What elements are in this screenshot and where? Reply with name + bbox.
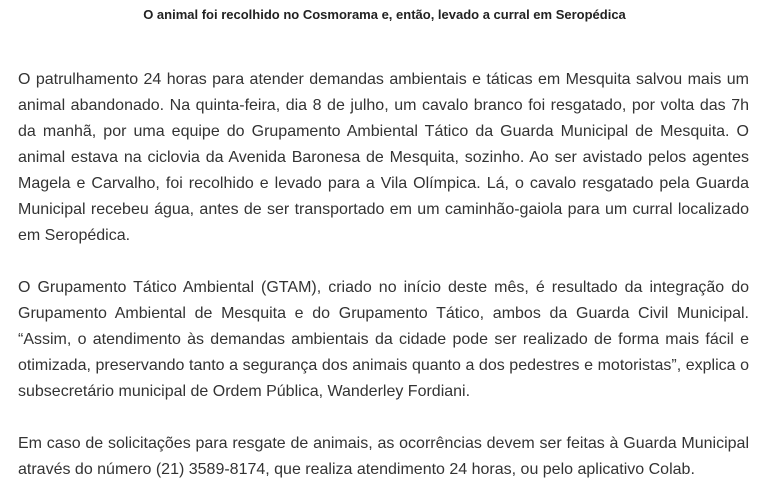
article-paragraph-3 bbox=[18, 431, 749, 483]
paragraph-3-text: Em caso de solicitações para resgate de animais, as ocorrências devem ser feitas à Guarda Municipal através do número (21) 3589-8174, que realiza atendimento 24 horas, ou pelo aplicativo bbox=[18, 435, 749, 478]
colab-app-link[interactable]: Colab bbox=[648, 461, 691, 478]
paragraph-3-end: . bbox=[690, 461, 695, 478]
article-paragraph-2: O Grupamento Tático Ambiental (GTAM), criado no início deste mês, é resultado da integração do Grupamento Ambiental de Mesquita e do Grupamento Tático, ambos da Guarda Civil Municipal. “Assim, o atendimento às demandas ambientais da cidade pode ser realizado de forma mais fácil e otimizada, preservando tanto a segurança dos animais quanto a dos pedestres e motoristas”, explica o subsecretário municipal de Ordem Pública, Wanderley Fordiani. bbox=[18, 279, 749, 400]
image-caption: O animal foi recolhido no Cosmorama e, então, levado a curral em Seropédica bbox=[143, 7, 626, 22]
article-paragraph-1: O patrulhamento 24 horas para atender demandas ambientais e táticas em Mesquita salvou mais um animal abandonado. Na quinta-feira, dia 8 de julho, um cavalo branco foi resgatado, por volta das 7h da manhã, por uma equipe do Grupamento Ambiental Tático da Guarda Municipal de Mesquita. O animal estava na ciclovia da Avenida Baronesa de Mesquita, sozinho. Ao ser avistado pelos agentes Magela e Carvalho, foi recolhido e levado para a Vila Olímpica. Lá, o cavalo resgatado pela Guarda Municipal recebeu água, antes de ser transportado em um caminhão-gaiola para um curral localizado em Seropédica. bbox=[18, 71, 749, 244]
article-body bbox=[18, 67, 749, 483]
